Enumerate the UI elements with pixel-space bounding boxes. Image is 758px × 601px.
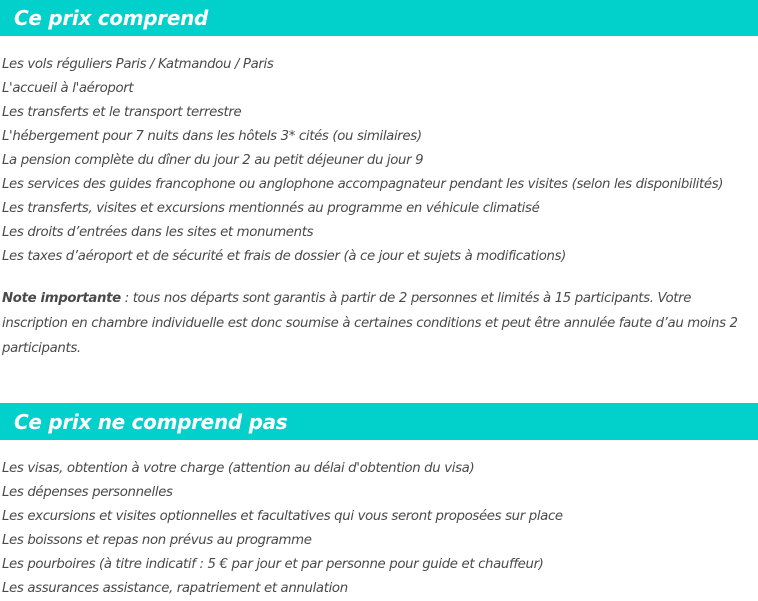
list-item: Les transferts et le transport terrestre: [2, 105, 242, 120]
section-header-included: [0, 0, 758, 36]
list-item: Les dépenses personnelles: [2, 485, 173, 500]
spacer: [0, 361, 758, 403]
list-item: Les boissons et repas non prévus au programme: [2, 533, 312, 548]
list-item: Les services des guides francophone ou anglophone accompagnateur pendant les visites (selon les disponibilités): [2, 177, 724, 192]
section-header-not-included: [0, 403, 758, 440]
list-item: La pension complète du dîner du jour 2 au petit déjeuner du jour 9: [2, 153, 424, 168]
list-item: Les taxes d’aéroport et de sécurité et frais de dossier (à ce jour et sujets à modifications): [2, 249, 567, 264]
list-item: L'hébergement pour 7 nuits dans les hôtels 3* cités (ou similaires): [2, 129, 422, 144]
section-body-included: [0, 53, 758, 361]
list-item: Les excursions et visites optionnelles et facultatives qui vous seront proposées sur place: [2, 509, 563, 524]
list-item: Les visas, obtention à votre charge (attention au délai d'obtention du visa): [2, 461, 475, 476]
important-note: [2, 286, 750, 361]
list-item: Les pourboires (à titre indicatif : 5 € par jour et par personne pour guide et chauffeur): [2, 557, 544, 572]
spacer: [0, 36, 758, 53]
list-item: Les droits d’entrées dans les sites et monuments: [2, 225, 314, 240]
list-item: Les vols réguliers Paris / Katmandou / Paris: [2, 57, 274, 72]
list-item: Les transferts, visites et excursions mentionnés au programme en véhicule climatisé: [2, 201, 540, 216]
section-body-not-included: [0, 457, 758, 601]
important-note-body: : tous nos départs sont garantis à partir de 2 personnes et limités à 15 participants. Votre inscription en chambre individuelle est donc soumise à certaines conditions et peut être annulée faute d’au moins 2 participants.: [2, 291, 738, 356]
important-note-label: Note importante: [2, 291, 121, 306]
list-item: Les assurances assistance, rapatriement et annulation: [2, 581, 348, 596]
list-item: L'accueil à l'aéroport: [2, 81, 134, 96]
section-title-included: Ce prix comprend: [14, 6, 209, 30]
not-included-items-list: [2, 457, 758, 601]
included-items-list: [2, 53, 758, 269]
spacer: [2, 269, 758, 286]
spacer: [0, 440, 758, 457]
section-title-not-included: Ce prix ne comprend pas: [14, 409, 288, 434]
